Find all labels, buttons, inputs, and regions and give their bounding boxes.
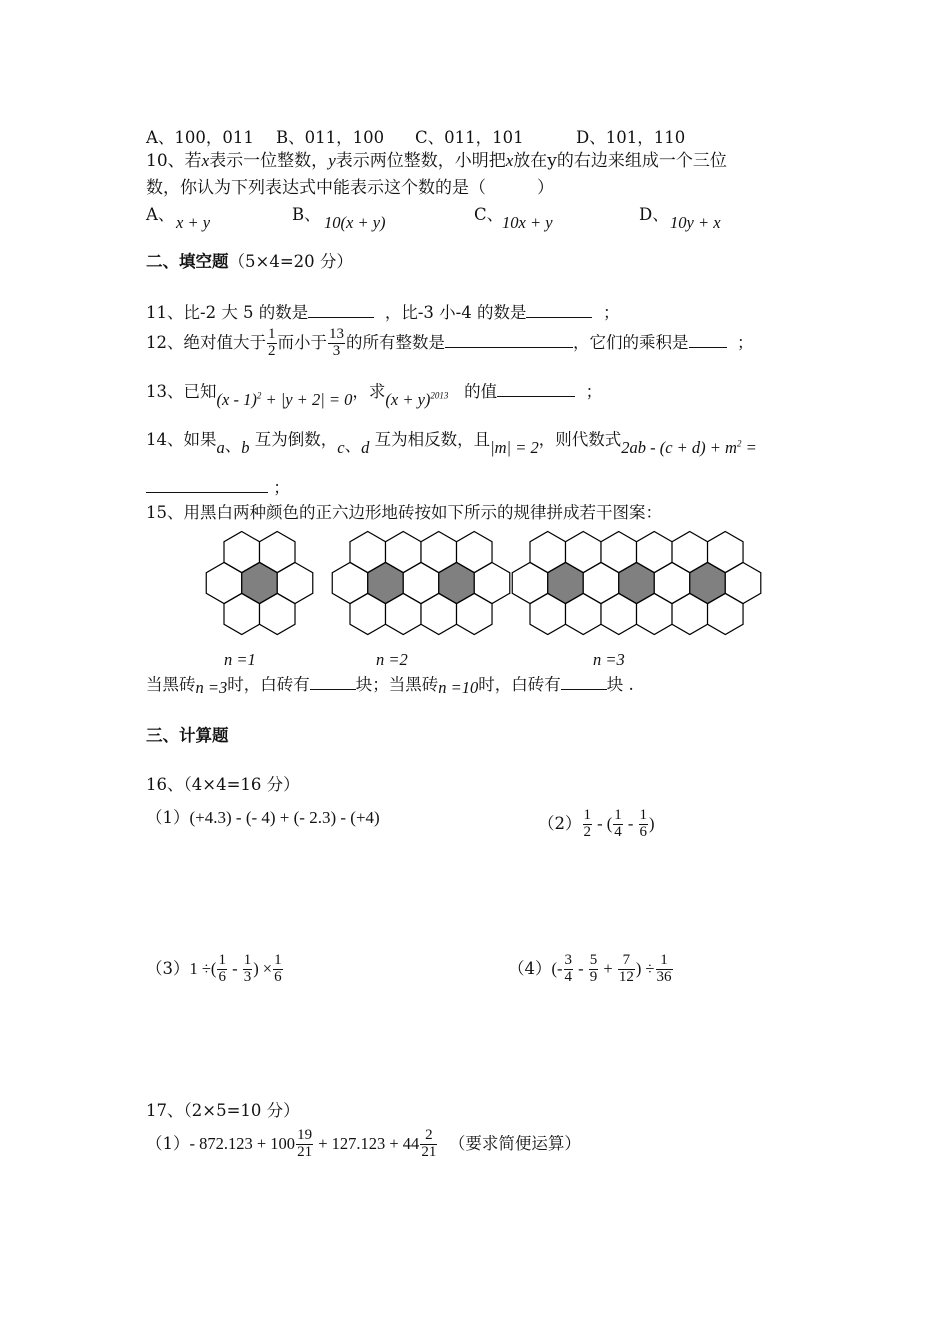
q16-part2 xyxy=(538,808,655,841)
q10-var-y: y xyxy=(328,151,336,170)
q13-text-a: 13、已知 xyxy=(146,382,217,401)
section2-title: 二、填空题 xyxy=(146,252,229,271)
q14-var-d: d xyxy=(361,438,370,457)
q10-line2: 数，你认为下列表达式中能表示这个数的是（ ） xyxy=(146,178,554,198)
q10-text-c: 表示两位整数，小明把 xyxy=(335,151,506,171)
q14-var-b: b xyxy=(241,438,250,457)
q10-text-b: 表示一位整数， xyxy=(209,151,329,171)
q10-text-d: 放在y的右边来组成一个三位 xyxy=(513,151,727,171)
q16-p2-op-2: - xyxy=(623,813,638,833)
q16-p2-close: ) xyxy=(649,813,655,833)
q12-end: ； xyxy=(737,332,754,352)
q12-frac2-den: 3 xyxy=(332,342,341,359)
q9-option-c: C、011，101 xyxy=(415,128,524,147)
q14-abs-m: |m| = 2 xyxy=(490,438,539,457)
q16-p3-f2-num: 1 xyxy=(243,952,252,968)
q16-p2-f3-num: 1 xyxy=(639,807,647,823)
hexagon-tiles-figure xyxy=(0,530,950,645)
q16-p4-frac-2 xyxy=(589,953,599,986)
q16-p2-f2-den: 4 xyxy=(614,823,622,840)
q15-answer-line xyxy=(146,673,634,695)
q11-text-a: 11、比-2 大 5 的数是 xyxy=(146,303,309,322)
q14-exp: 2 xyxy=(736,438,742,449)
q17-p1-frac-1 xyxy=(296,1128,313,1161)
q15-text: 15、用黑白两种颜色的正六边形地砖按如下所示的规律拼成若干图案： xyxy=(146,503,662,522)
q14-sep-2: 、 xyxy=(344,436,362,455)
q14-line xyxy=(146,430,757,457)
q15-text-a: 当黑砖 xyxy=(146,675,196,694)
q12-text-b: 而小于 xyxy=(277,332,327,352)
q10-option-c-expr: 10x + y xyxy=(502,213,553,232)
q13-expr-1: (x - 1) xyxy=(216,390,257,409)
q17-p1-f1-den: 21 xyxy=(297,1143,313,1160)
q10-option-a-label: A、 xyxy=(146,205,175,224)
q10-option-b-label: B、 xyxy=(292,205,321,224)
q10-text-a: 10、若 xyxy=(146,151,202,171)
q16-p4-op-2: + xyxy=(599,958,617,978)
q14-expr: 2ab - (c + d) + m xyxy=(621,438,737,457)
q13-end: ； xyxy=(585,382,603,401)
q16-p4-frac-4 xyxy=(656,953,673,986)
q16-p4-f3-num: 7 xyxy=(618,953,635,970)
q15-n-value-1: n =3 xyxy=(195,678,228,697)
q11-end: ； xyxy=(602,303,620,322)
q17-p1-f1-num: 19 xyxy=(297,1127,313,1143)
q16-p3-f3-den: 6 xyxy=(274,968,282,985)
q14-blank[interactable] xyxy=(146,476,268,493)
q16-p1-label: （1） xyxy=(146,808,190,827)
q10-option-a-expr: x + y xyxy=(176,213,211,232)
q16-p4-f2-den: 9 xyxy=(589,968,598,985)
q9-option-d: D、101，110 xyxy=(576,128,686,147)
q14-expression xyxy=(621,438,757,457)
q16-p4-f2-num: 5 xyxy=(589,952,598,968)
q13-exp-1: 2 xyxy=(256,390,262,401)
q12-fraction-1 xyxy=(267,327,277,360)
q16-p2-f1-den: 2 xyxy=(583,823,591,840)
q12-frac2-num: 13 xyxy=(329,326,344,342)
q15-text-d: 时，白砖有 xyxy=(478,675,561,694)
q13-expr-3: (x + y) xyxy=(385,390,431,409)
q16-p2-frac-1 xyxy=(583,808,593,841)
q11-line xyxy=(146,301,619,323)
q17-part1 xyxy=(146,1128,581,1161)
q15-text-c: 块；当黑砖 xyxy=(355,675,439,694)
q16-p3-f2-den: 3 xyxy=(243,968,252,985)
q16-p3-text-a: 1 ÷( xyxy=(189,958,217,978)
q13-blank[interactable] xyxy=(497,380,575,397)
q10-option-d-expr: 10y + x xyxy=(670,213,721,232)
q13-line xyxy=(146,380,603,409)
q16-p3-frac-2 xyxy=(243,953,253,986)
q13-target-expr xyxy=(385,390,448,409)
q11-blank-1[interactable] xyxy=(308,301,374,318)
q16-p3-op: - xyxy=(227,958,242,978)
q15-blank-1[interactable] xyxy=(310,673,356,690)
q15-label-n3: n =3 xyxy=(593,650,625,669)
q16-p3-frac-1 xyxy=(217,953,227,986)
q16-header: 16、（4×4=16 分） xyxy=(146,775,300,794)
q11-text-b: ，比-3 小-4 的数是 xyxy=(384,303,527,322)
q13-expr-2: + |y + 2| = 0 xyxy=(261,390,353,409)
q16-p2-op-1: - ( xyxy=(593,813,613,833)
q10-option-c-label: C、 xyxy=(474,205,504,224)
q16-p4-f1-den: 4 xyxy=(564,968,572,985)
q14-text-b: 互为倒数， xyxy=(254,430,338,449)
q16-p3-f3-num: 1 xyxy=(274,952,282,968)
q12-blank-2[interactable] xyxy=(689,331,727,348)
q15-blank-2[interactable] xyxy=(561,673,607,690)
q16-p4-f1-num: 3 xyxy=(564,952,572,968)
q17-p1-frac-2 xyxy=(420,1128,437,1161)
q10-line1 xyxy=(146,151,727,171)
q16-p3-f1-num: 1 xyxy=(218,952,226,968)
q17-p1-label: （1） xyxy=(146,1133,190,1153)
q16-p3-f1-den: 6 xyxy=(218,968,226,985)
q17-p1-f2-num: 2 xyxy=(420,1128,437,1145)
q16-p3-label: （3） xyxy=(146,958,190,978)
q10-option-b-expr: 10(x + y) xyxy=(324,213,386,232)
q15-text-e: 块 . xyxy=(606,675,634,694)
q14-end: ； xyxy=(273,478,290,497)
q12-line xyxy=(146,327,754,360)
q10-option-d-label: D、 xyxy=(639,205,669,224)
q16-p4-frac-3 xyxy=(618,953,635,986)
q16-part3 xyxy=(146,953,284,986)
q16-p3-text-b: ) × xyxy=(253,958,273,978)
q15-n-value-2: n =10 xyxy=(438,678,479,697)
q10-var-x: x xyxy=(201,151,210,170)
q16-p1-expr: (+4.3) - (- 4) + (- 2.3) - (+4) xyxy=(189,808,380,827)
section2-score: （5×4=20 分） xyxy=(228,252,353,271)
q17-p1-note: （要求简便运算） xyxy=(448,1133,581,1153)
q12-fraction-2 xyxy=(328,327,345,360)
q16-p3-frac-3 xyxy=(273,953,283,986)
q9-option-b: B、011，100 xyxy=(276,128,385,147)
q14-answer-line xyxy=(146,476,290,498)
q14-var-c: c xyxy=(337,438,345,457)
q13-exp-3: 2013 xyxy=(430,390,449,401)
q16-p2-f3-den: 6 xyxy=(639,823,647,840)
q16-p4-text-b: ) ÷ xyxy=(635,958,655,978)
q16-part4 xyxy=(508,953,674,986)
q13-text-c: 的值 xyxy=(464,382,498,401)
q12-frac1-num: 1 xyxy=(268,326,276,342)
q15-label-n2: n =2 xyxy=(376,650,408,669)
q16-p4-op-1: - xyxy=(574,958,588,978)
q14-var-a: a xyxy=(216,438,225,457)
q12-text-a: 12、绝对值大于 xyxy=(146,332,266,352)
q16-p2-frac-3 xyxy=(639,808,649,841)
q13-text-b: ，求 xyxy=(352,382,386,401)
q16-p4-f4-den: 36 xyxy=(656,968,672,985)
q16-part1 xyxy=(146,808,380,828)
q11-blank-2[interactable] xyxy=(526,301,592,318)
q12-blank-1[interactable] xyxy=(445,331,573,348)
q13-equation xyxy=(217,390,353,409)
q16-p2-frac-2 xyxy=(613,808,623,841)
q14-text-d: ，则代数式 xyxy=(538,430,622,449)
q10-var-x2: x xyxy=(505,151,514,170)
q16-p2-label: （2） xyxy=(538,813,582,833)
q17-p1-text-b: + 127.123 + 44 xyxy=(314,1133,420,1153)
q12-text-d: ，它们的乘积是 xyxy=(573,332,689,352)
q16-p4-label: （4） xyxy=(508,958,552,978)
q15-label-n1: n =1 xyxy=(224,650,256,669)
q9-option-a: A、100，011 xyxy=(146,128,254,147)
q16-p2-f2-num: 1 xyxy=(614,807,622,823)
q17-p1-text-a: - 872.123 + 100 xyxy=(189,1133,296,1153)
q14-eq: = xyxy=(741,438,757,457)
q14-text-c: 互为相反数，且 xyxy=(374,430,491,449)
q16-p4-text-a: (- xyxy=(551,958,563,978)
section3-title: 三、计算题 xyxy=(146,726,229,745)
q17-p1-f2-den: 21 xyxy=(421,1143,437,1160)
q16-p4-f3-den: 12 xyxy=(618,968,634,985)
q16-p2-f1-num: 1 xyxy=(583,807,591,823)
q16-p4-frac-1 xyxy=(564,953,574,986)
q14-sep-1: 、 xyxy=(224,436,242,455)
section2-heading xyxy=(146,252,353,272)
q15-text-b: 时，白砖有 xyxy=(227,675,310,694)
q12-frac1-den: 2 xyxy=(268,342,276,359)
q17-header: 17、（2×5=10 分） xyxy=(146,1101,300,1120)
q16-p4-f4-num: 1 xyxy=(656,953,673,970)
q14-text-a: 14、如果 xyxy=(146,430,217,449)
q12-text-c: 的所有整数是 xyxy=(346,332,445,352)
